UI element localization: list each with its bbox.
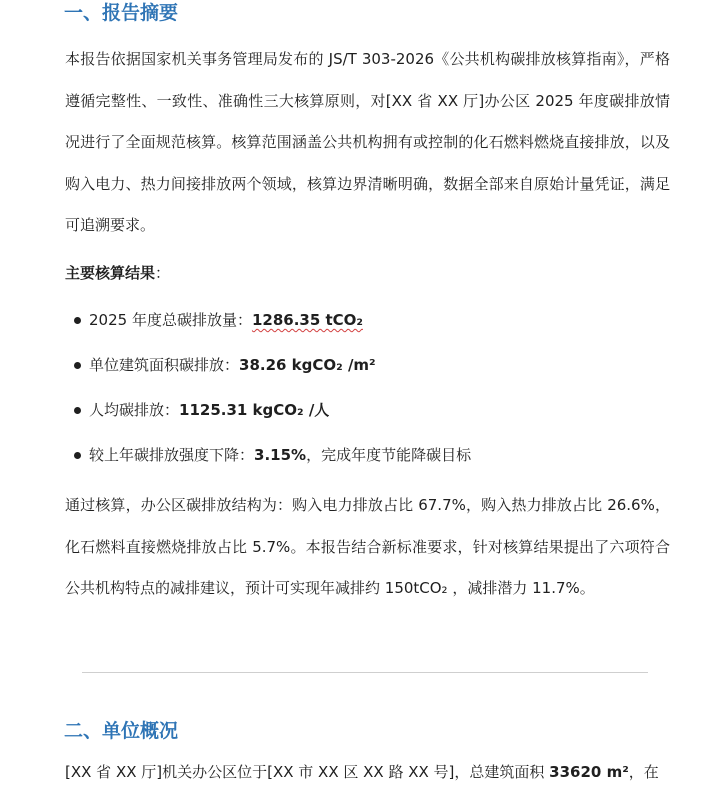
result-label: 单位建筑面积碳排放： bbox=[89, 356, 240, 374]
section-divider bbox=[82, 672, 648, 673]
overview-paragraph bbox=[65, 752, 670, 789]
result-item-intensity-drop bbox=[74, 433, 471, 478]
bullet-icon bbox=[74, 452, 81, 459]
bullet-icon bbox=[74, 407, 81, 414]
result-item-area-intensity bbox=[74, 343, 471, 388]
result-value: 1286.35 tCO₂ bbox=[251, 311, 363, 329]
result-label: 人均碳排放： bbox=[89, 401, 180, 419]
results-label bbox=[65, 253, 170, 295]
result-value: 1125.31 kgCO₂ /人 bbox=[179, 401, 330, 419]
section-heading-summary: 一、报告摘要 bbox=[64, 2, 179, 24]
result-value: 3.15% bbox=[254, 446, 307, 464]
result-item-total bbox=[74, 298, 471, 343]
result-label: 2025 年度总碳排放量： bbox=[89, 311, 252, 329]
bullet-icon bbox=[74, 317, 81, 324]
results-label-text: 主要核算结果 bbox=[65, 264, 156, 282]
results-label-colon: ： bbox=[155, 264, 171, 282]
overview-text-start: [XX 省 XX 厅]机关办公区位于[XX 市 XX 区 XX 路 XX 号]，总建筑面积 bbox=[65, 763, 550, 781]
section-heading-overview: 二、单位概况 bbox=[64, 720, 179, 742]
result-suffix: ，完成年度节能降碳目标 bbox=[306, 446, 472, 464]
bullet-icon bbox=[74, 362, 81, 369]
summary-paragraph: 通过核算，办公区碳排放结构为：购入电力排放占比 67.7%，购入热力排放占比 26.6%，化石燃料直接燃烧排放占比 5.7%。本报告结合新标准要求，针对核算结果提出了六项符合公共机构特点的减排建议，预计可实现年减排约 150tCO₂ ，减排潜力 11.7%。 bbox=[65, 496, 670, 597]
result-item-per-capita bbox=[74, 388, 471, 433]
intro-paragraph: 本报告依据国家机关事务管理局发布的 JS/T 303-2026《公共机构碳排放核算指南》，严格遵循完整性、一致性、准确性三大核算原则，对[XX 省 XX 厅]办公区 2025 年度碳排放情况进行了全面规范核算。核算范围涵盖公共机构拥有或控制的化石燃料燃烧直接排放，以及购入电力、热力间接排放两个领域，核算边界清晰明确，数据全部来自原始计量凭证，满足可追溯要求。 bbox=[65, 50, 670, 234]
result-label: 较上年碳排放强度下降： bbox=[89, 446, 255, 464]
building-area-value: 33620 m² bbox=[549, 763, 629, 781]
overview-text-end: ，在 bbox=[628, 763, 659, 781]
results-list bbox=[74, 298, 471, 478]
result-value: 38.26 kgCO₂ /m² bbox=[239, 356, 376, 374]
